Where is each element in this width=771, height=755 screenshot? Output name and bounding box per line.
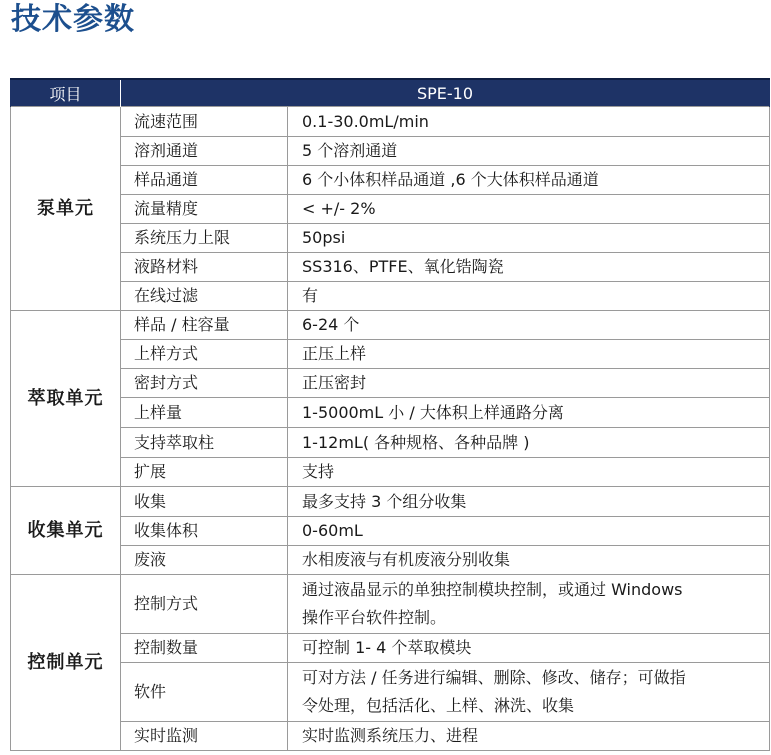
param-value-line: 令处理，包括活化、上样、淋洗、收集: [302, 696, 575, 715]
param-value: 正压上样: [288, 340, 770, 369]
param-name: 废液: [121, 546, 288, 575]
table-row: [11, 428, 770, 458]
param-value: 实时监测系统压力、进程: [288, 722, 770, 751]
param-value: 最多支持 3 个组分收集: [288, 487, 770, 517]
group-label: 收集单元: [11, 487, 121, 575]
param-name: 控制方式: [121, 575, 288, 634]
param-value: [288, 575, 770, 634]
param-name: 实时监测: [121, 722, 288, 751]
param-name: 样品通道: [121, 166, 288, 195]
param-name: 系统压力上限: [121, 224, 288, 253]
table-row: [11, 517, 770, 546]
param-value-line: 可对方法 / 任务进行编辑、删除、修改、储存；可做指: [302, 668, 686, 687]
param-value: SS316、PTFE、氧化锆陶瓷: [288, 253, 770, 282]
table-row: [11, 722, 770, 751]
param-name: 上样量: [121, 398, 288, 428]
param-value: 1-12mL( 各种规格、各种品牌 ): [288, 428, 770, 458]
param-name: 上样方式: [121, 340, 288, 369]
group-label: 控制单元: [11, 575, 121, 751]
param-name: 控制数量: [121, 634, 288, 663]
param-value-line: 通过液晶显示的单独控制模块控制，或通过 Windows: [302, 580, 683, 599]
param-name: 液路材料: [121, 253, 288, 282]
param-value: 水相废液与有机废液分别收集: [288, 546, 770, 575]
param-name: 溶剂通道: [121, 137, 288, 166]
table-row: [11, 458, 770, 487]
table-row: [11, 575, 770, 634]
table-row: [11, 546, 770, 575]
table-row: [11, 137, 770, 166]
table-row: [11, 107, 770, 137]
table-row: [11, 487, 770, 517]
header-item: 项目: [11, 79, 121, 107]
param-name: 流量精度: [121, 195, 288, 224]
param-name: 在线过滤: [121, 282, 288, 311]
param-value: < +/- 2%: [288, 195, 770, 224]
table-row: [11, 166, 770, 195]
param-value: 6 个小体积样品通道 ,6 个大体积样品通道: [288, 166, 770, 195]
param-value: 支持: [288, 458, 770, 487]
param-value: [288, 663, 770, 722]
param-value: 1-5000mL 小 / 大体积上样通路分离: [288, 398, 770, 428]
param-value: 0-60mL: [288, 517, 770, 546]
table-row: [11, 195, 770, 224]
param-value: 50psi: [288, 224, 770, 253]
page-title: 技术参数: [11, 2, 135, 37]
spec-table: [10, 78, 770, 751]
param-value: 有: [288, 282, 770, 311]
param-value: 6-24 个: [288, 311, 770, 340]
group-label: 萃取单元: [11, 311, 121, 487]
table-row: [11, 311, 770, 340]
param-value: 正压密封: [288, 369, 770, 398]
param-name: 软件: [121, 663, 288, 722]
param-name: 流速范围: [121, 107, 288, 137]
table-row: [11, 398, 770, 428]
table-row: [11, 634, 770, 663]
table-row: [11, 253, 770, 282]
table-row: [11, 340, 770, 369]
param-name: 支持萃取柱: [121, 428, 288, 458]
param-value: 5 个溶剂通道: [288, 137, 770, 166]
param-name: 收集: [121, 487, 288, 517]
param-name: 密封方式: [121, 369, 288, 398]
param-value: 0.1-30.0mL/min: [288, 107, 770, 137]
param-value: 可控制 1- 4 个萃取模块: [288, 634, 770, 663]
group-label: 泵单元: [11, 107, 121, 311]
table-row: [11, 369, 770, 398]
param-name: 样品 / 柱容量: [121, 311, 288, 340]
param-value-line: 操作平台软件控制。: [302, 608, 447, 627]
table-header-row: [11, 79, 770, 107]
table-row: [11, 663, 770, 722]
param-name: 扩展: [121, 458, 288, 487]
header-model: SPE-10: [121, 79, 770, 107]
table-row: [11, 282, 770, 311]
param-name: 收集体积: [121, 517, 288, 546]
table-row: [11, 224, 770, 253]
